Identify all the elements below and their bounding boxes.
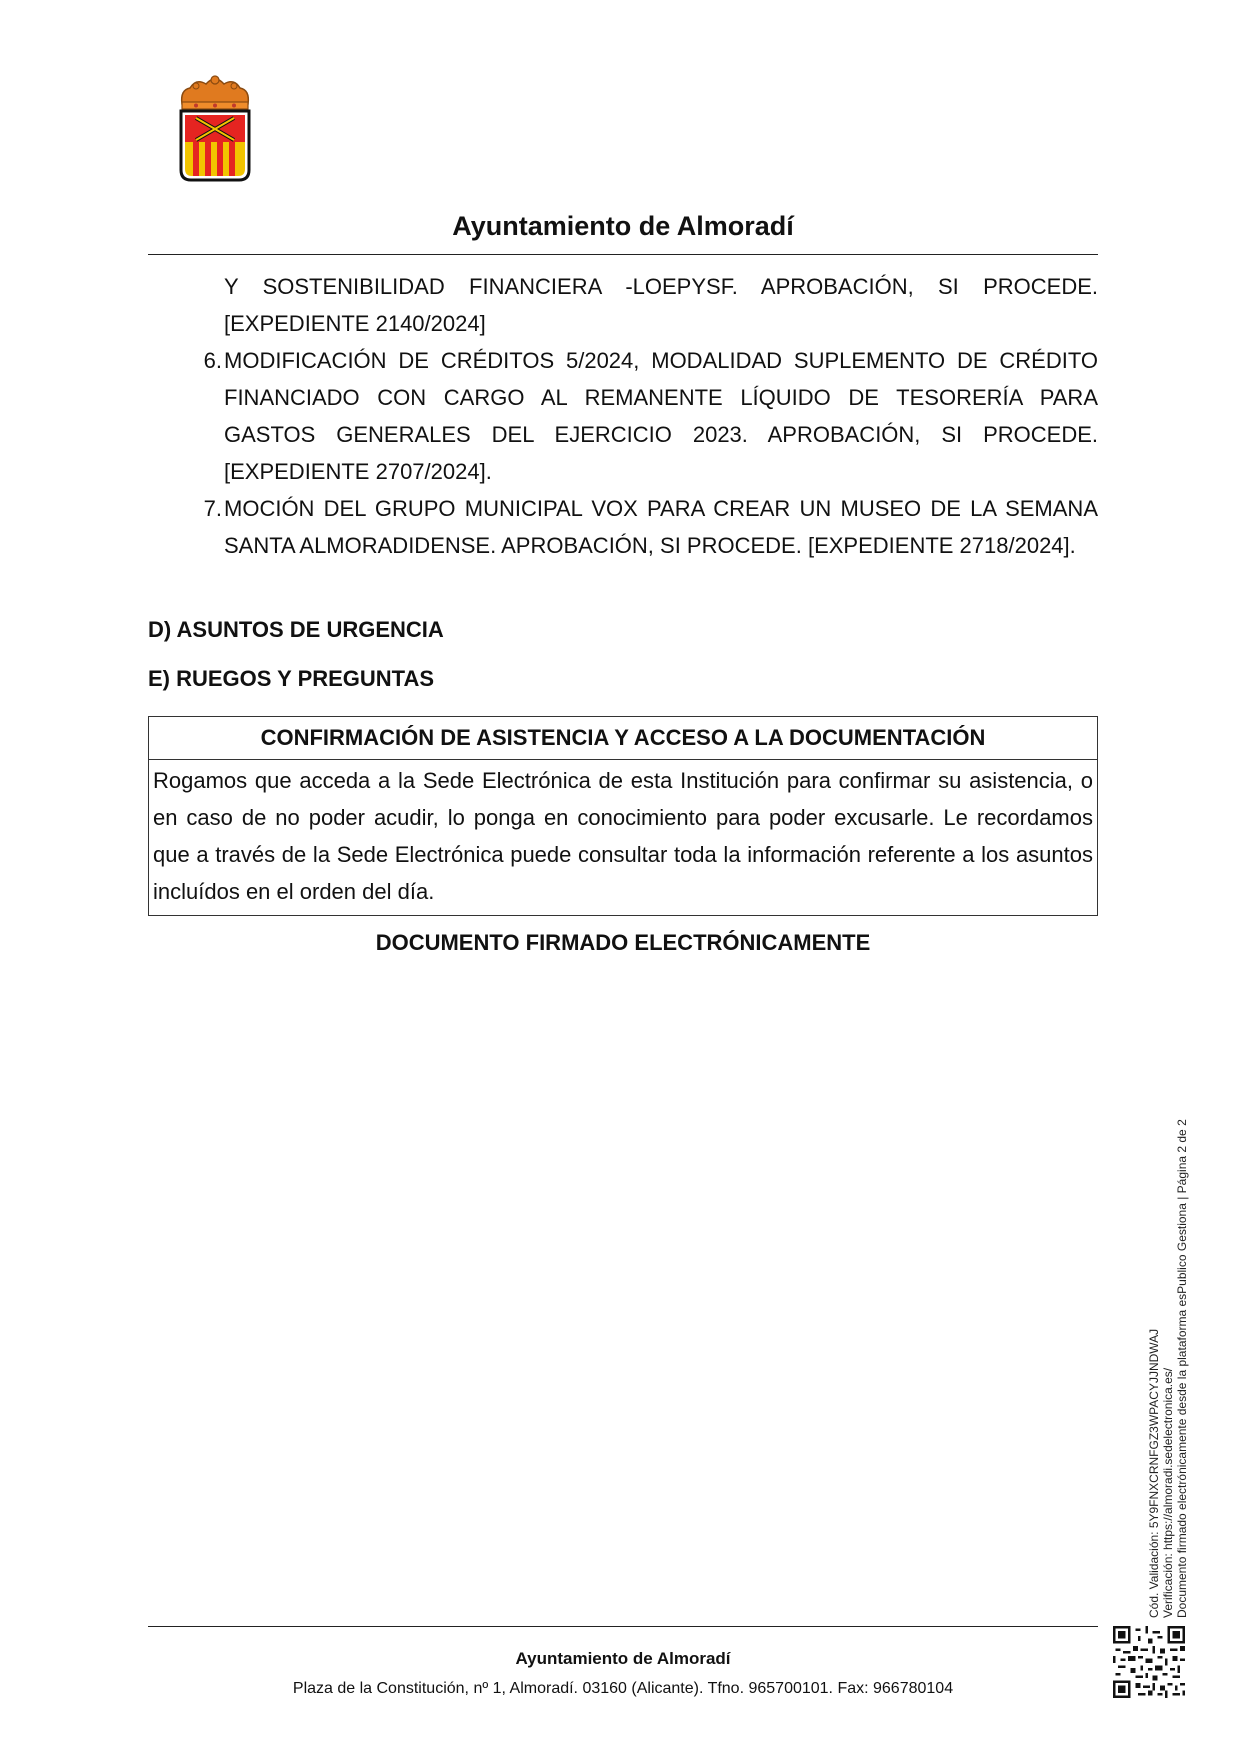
- signed-label: DOCUMENTO FIRMADO ELECTRÓNICAMENTE: [375, 930, 871, 955]
- footer-name: Ayuntamiento de Almoradí: [515, 1649, 731, 1668]
- verification-url: Verificación: https://almoradi.sedelectronica.es/: [1161, 1367, 1175, 1618]
- list-item: [148, 342, 1098, 490]
- confirmation-box: [148, 716, 1098, 916]
- item-number: 6.: [203, 348, 222, 373]
- item-text: Y SOSTENIBILIDAD FINANCIERA -LOEPYSF. APROBACIÓN, SI PROCEDE. [EXPEDIENTE 2140/2024]: [224, 274, 1098, 336]
- verification-note: Documento firmado electrónicamente desde la plataforma esPublico Gestiona | Página 2 de 2: [1175, 1119, 1189, 1618]
- footer-address: Plaza de la Constitución, nº 1, Almoradí. 03160 (Alicante). Tfno. 965700101. Fax: 966780104: [292, 1680, 954, 1697]
- footer-divider: [148, 1626, 1098, 1627]
- item-text: MODIFICACIÓN DE CRÉDITOS 5/2024, MODALIDAD SUPLEMENTO DE CRÉDITO FINANCIADO CON CARGO AL REMANENTE LÍQUIDO DE TESORERÍA PARA GASTOS GENERALES DEL EJERCICIO 2023. APROBACIÓN, SI PROCEDE. [EXPEDIENTE 2707/2024].: [224, 348, 1098, 484]
- header-divider: [148, 254, 1098, 255]
- verification-code: Cód. Validación: 5Y9FNXCRNFGZ3WPACYJJNDWAJ: [1147, 1328, 1161, 1618]
- confirmation-title: CONFIRMACIÓN DE ASISTENCIA Y ACCESO A LA DOCUMENTACIÓN: [149, 717, 1097, 760]
- section-heading-ruegos: E) RUEGOS Y PREGUNTAS: [148, 666, 435, 691]
- agenda-list: [148, 268, 1098, 564]
- confirmation-body: Rogamos que acceda a la Sede Electrónica de esta Institución para confirmar su asistencia, o en caso de no poder acudir, lo ponga en conocimiento para poder excusarle. Le recordamos que a través de la Sede Electrónica puede consultar toda la información referente a los asuntos incluídos en el orden del día.: [153, 768, 1093, 904]
- section-heading-urgencia: D) ASUNTOS DE URGENCIA: [148, 617, 444, 642]
- list-item: [148, 268, 1098, 342]
- verification-sidebar: [1147, 1088, 1189, 1618]
- item-number: 7.: [203, 496, 222, 521]
- coat-of-arms-icon: [176, 74, 254, 184]
- page-title: Ayuntamiento de Almoradí: [452, 211, 794, 241]
- list-item: [148, 490, 1098, 564]
- qr-code-icon: [1113, 1626, 1185, 1698]
- item-text: MOCIÓN DEL GRUPO MUNICIPAL VOX PARA CREAR UN MUSEO DE LA SEMANA SANTA ALMORADIDENSE. APROBACIÓN, SI PROCEDE. [EXPEDIENTE 2718/2024].: [224, 496, 1098, 558]
